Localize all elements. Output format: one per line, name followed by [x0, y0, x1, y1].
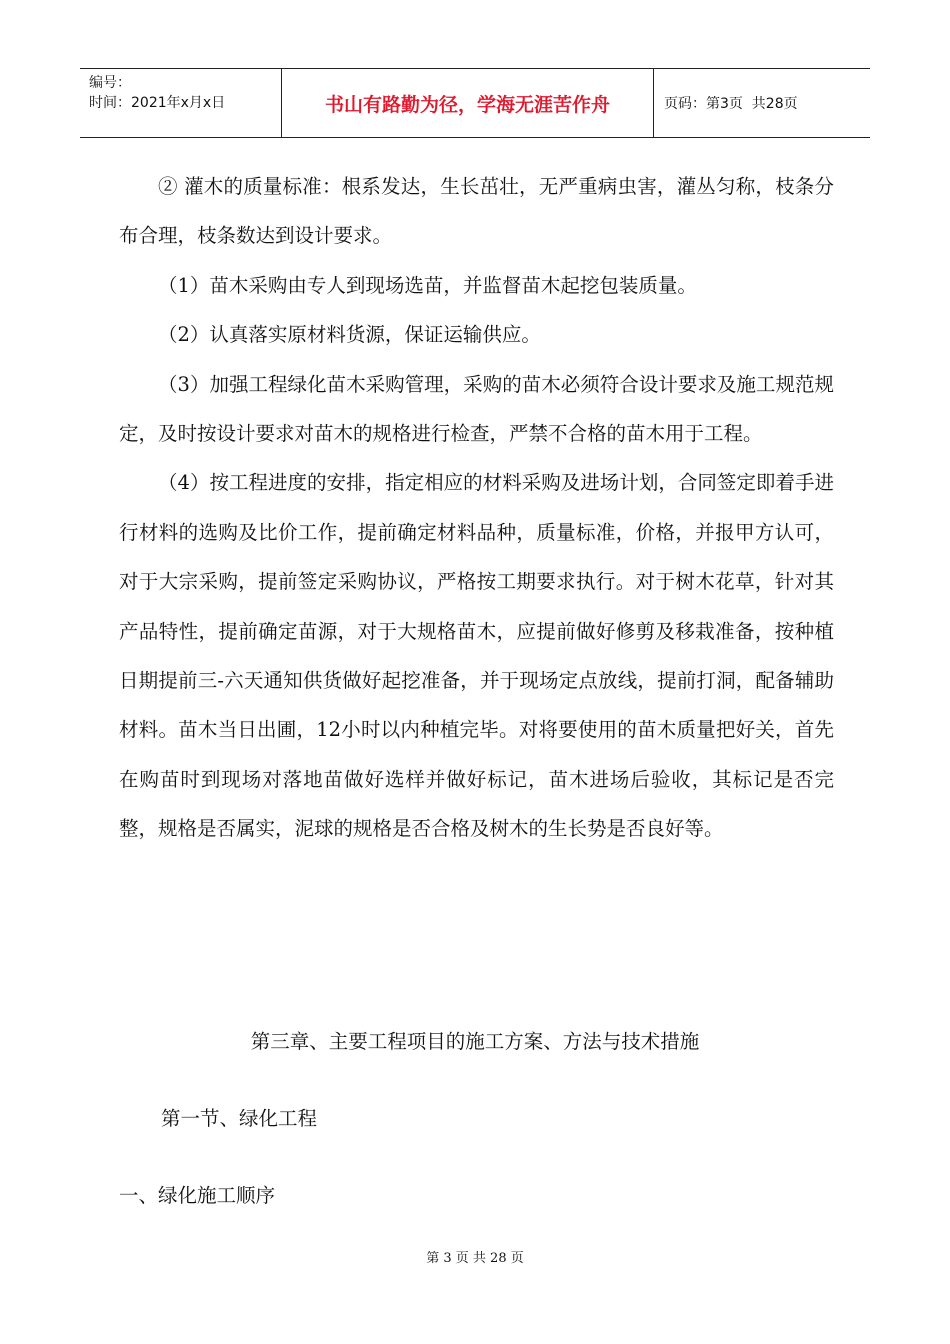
header-meta	[80, 69, 282, 137]
header-motto: 书山有路勤为径，学海无涯苦作舟	[282, 69, 654, 137]
subsection-title: 一、绿化施工顺序	[119, 1184, 276, 1207]
body-text	[119, 162, 834, 854]
paragraph-item-2: （2）认真落实原材料货源，保证运输供应。	[158, 323, 541, 347]
section-title: 第一节、绿化工程	[161, 1107, 318, 1130]
header-page-info: 页码：第3页 共28页	[664, 96, 798, 112]
chapter-title: 第三章、主要工程项目的施工方案、方法与技术措施	[250, 1030, 700, 1053]
paragraph-item-4: （4）按工程进度的安排，指定相应的材料采购及进场计划，合同签定即着手进行材料的选购及比价工作，提前确定材料品种，质量标准，价格，并报甲方认可，对于大宗采购，提前签定采购协议，严格按工期要求执行。对于树木花草，针对其产品特性，提前确定苗源，对于大规格苗木，应提前做好修剪及移栽准备，按种植日期提前三-六天通知供货做好起挖准备，并于现场定点放线，提前打洞，配备辅助材料。苗木当日出圃，12小时以内种植完毕。对将要使用的苗木质量把好关，首先在购苗时到现场对落地苗做好选样并做好标记，苗木进场后验收，其标记是否完整，规格是否属实，泥球的规格是否合格及树木的生长势是否良好等。	[119, 471, 834, 841]
paragraph-item-1: （1）苗木采购由专人到现场选苗，并监督苗木起挖包装质量。	[158, 273, 697, 297]
page-footer: 第 3 页 共 28 页	[426, 1251, 524, 1266]
paragraph-item-3: （3）加强工程绿化苗木采购管理，采购的苗木必须符合设计要求及施工规范规定，及时按设计要求对苗木的规格进行检查，严禁不合格的苗木用于工程。	[119, 372, 834, 446]
paragraph-shrub-standard: ② 灌木的质量标准：根系发达，生长茁壮，无严重病虫害，灌丛匀称，枝条分布合理，枝条数达到设计要求。	[119, 175, 834, 248]
header-time-label: 时间：2021年x月x日	[89, 95, 226, 111]
header-number-label: 编号：	[89, 75, 131, 91]
document-header	[80, 68, 870, 138]
